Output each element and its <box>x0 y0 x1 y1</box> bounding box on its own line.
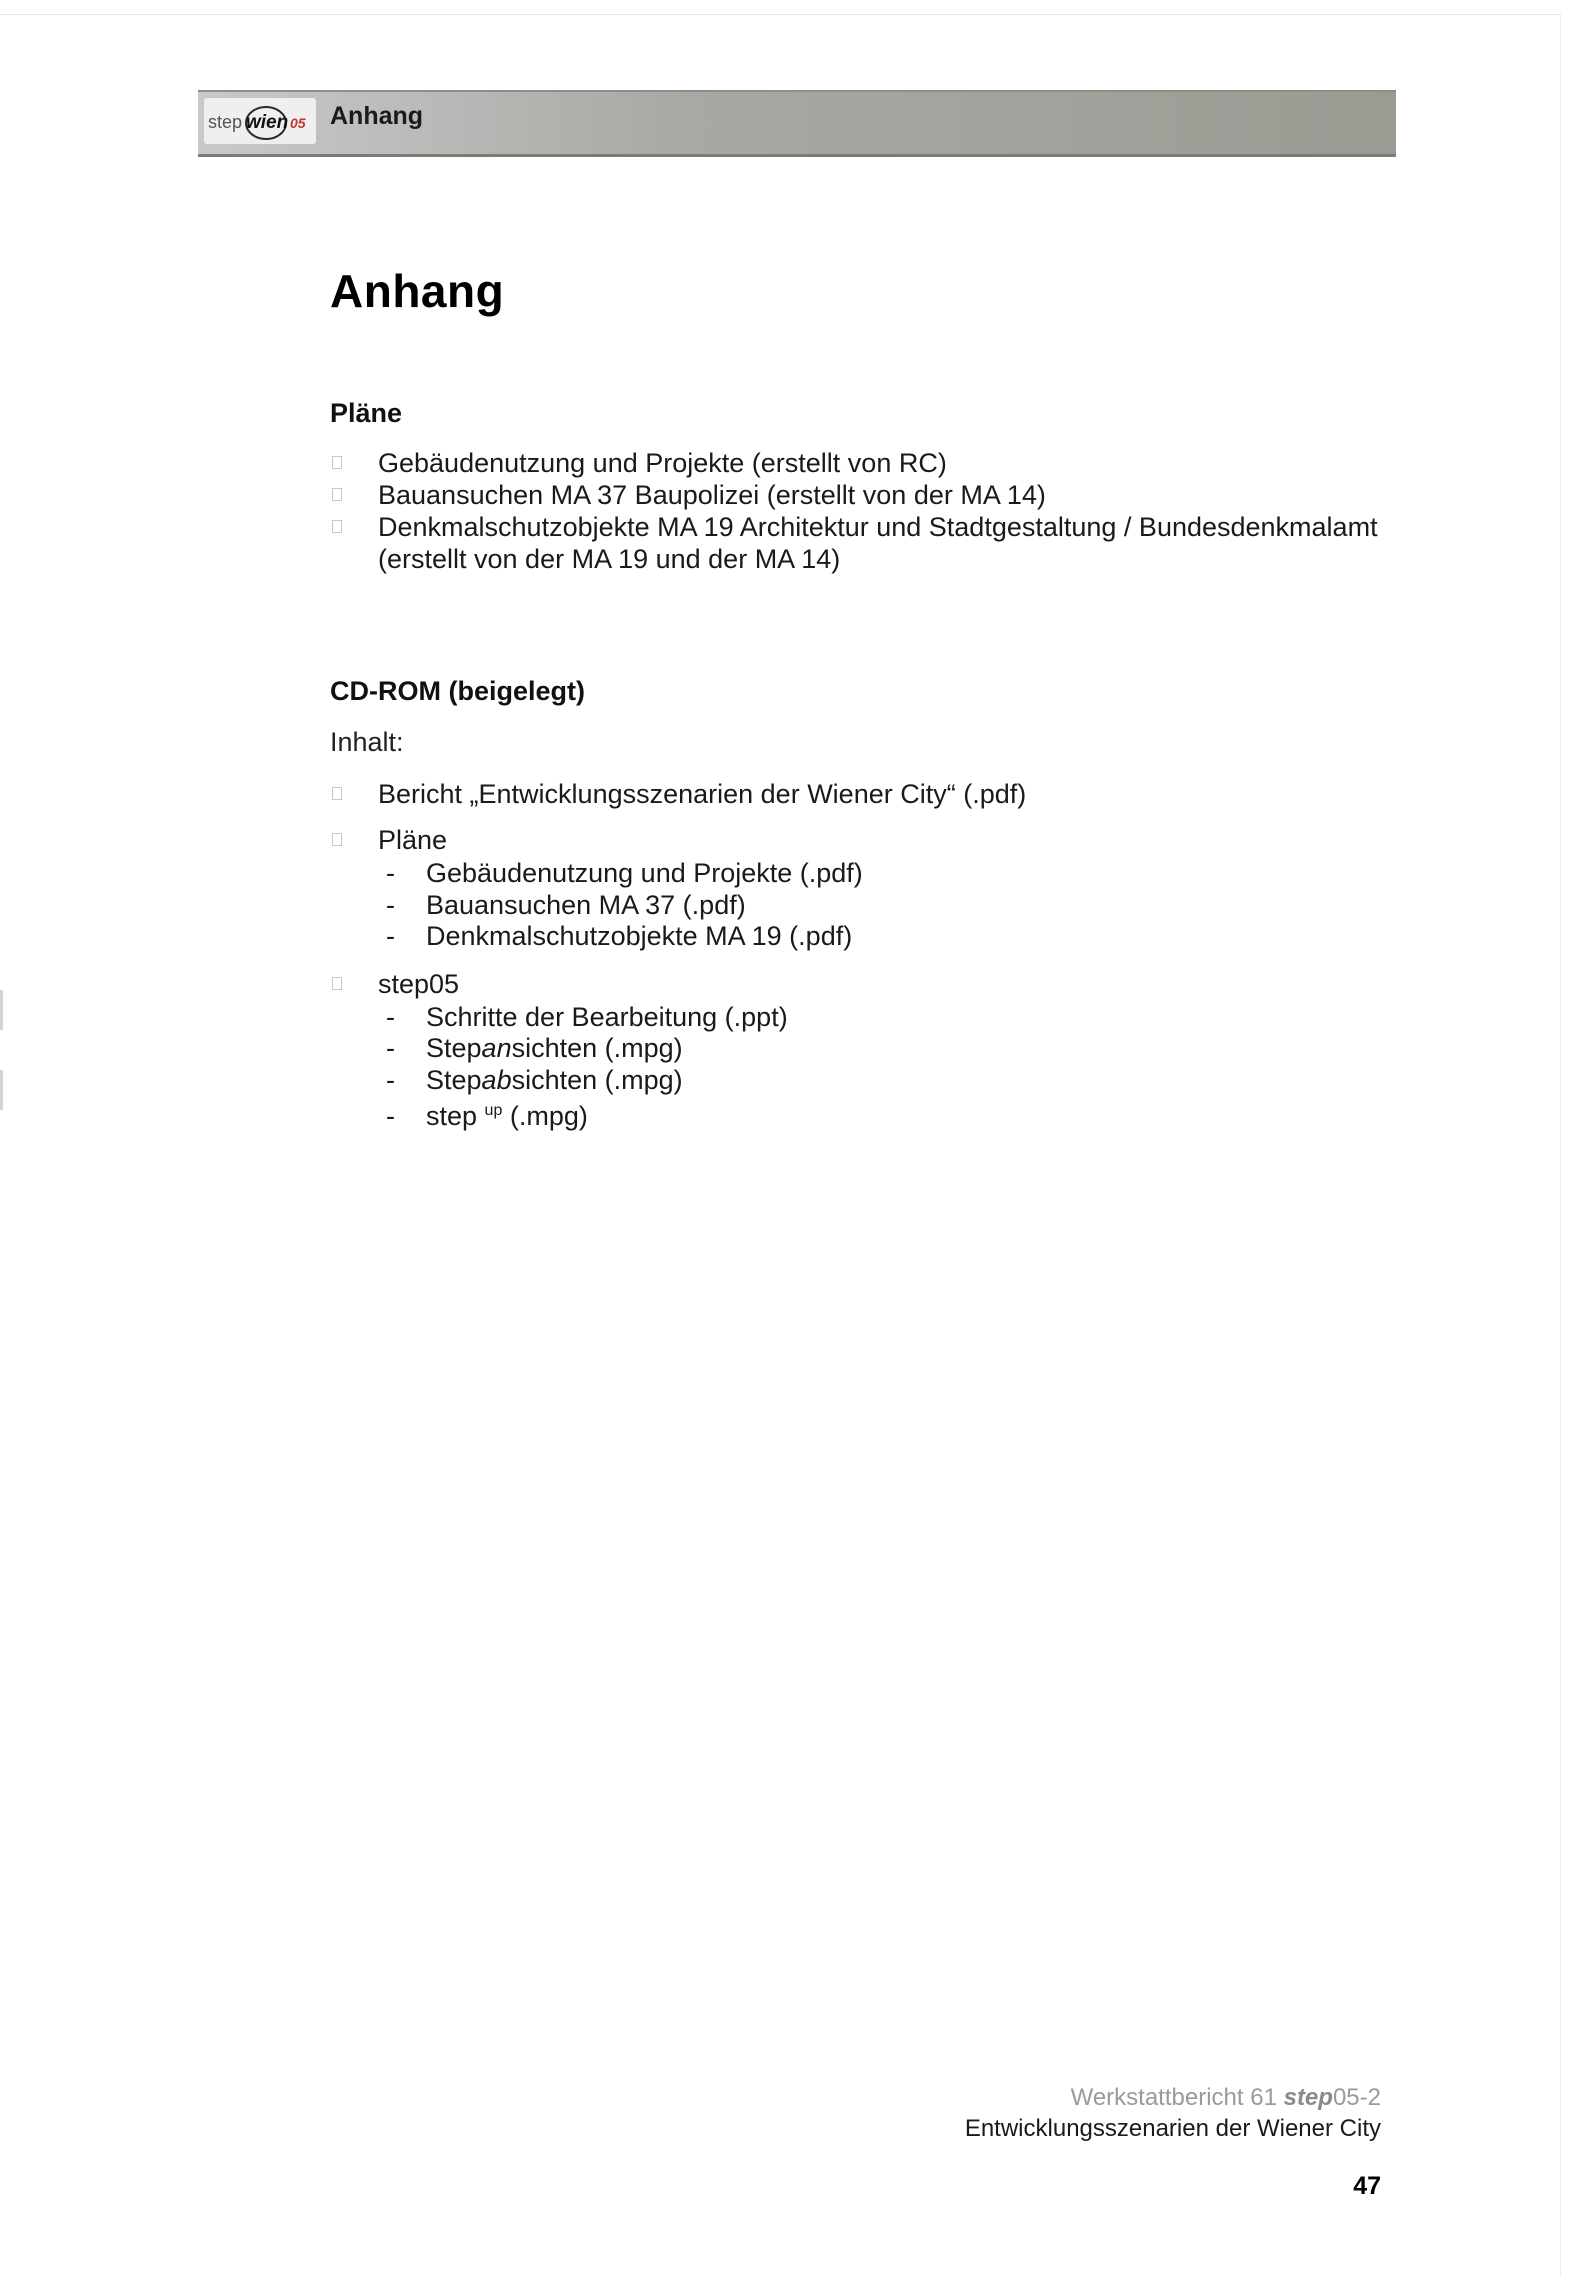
sub-list-item: - Denkmalschutzobjekte MA 19 (.pdf) <box>386 921 853 951</box>
scan-artifact <box>0 990 3 1030</box>
list-item-continuation: (erstellt von der MA 19 und der MA 14) <box>378 544 841 574</box>
plaene-heading: Pläne <box>330 398 403 428</box>
checkbox-bullet-icon <box>332 787 342 800</box>
checkbox-bullet-icon <box>332 456 342 469</box>
sub-list-item: - Bauansuchen MA 37 (.pdf) <box>386 890 746 920</box>
cdrom-group-step05: step05 <box>378 968 459 1000</box>
stepwien-logo <box>204 98 316 144</box>
sub-list-item: - Gebäudenutzung und Projekte (.pdf) <box>386 858 863 888</box>
page-title: Anhang <box>330 265 505 317</box>
footer-report: Werkstattbericht 61 step05-2 <box>1070 2084 1381 2111</box>
header-section-label: Anhang <box>330 102 424 130</box>
list-item: Bauansuchen MA 37 Baupolizei (erstellt von der MA 14) <box>378 479 1046 511</box>
svg-text:wien: wien <box>246 112 289 133</box>
cdrom-intro: Inhalt: <box>330 727 404 757</box>
cdrom-heading: CD-ROM (beigelegt) <box>330 676 585 706</box>
cdrom-group-plaene: Pläne <box>378 824 447 856</box>
page-number: 47 <box>1353 2172 1381 2200</box>
scan-artifact <box>0 1070 3 1110</box>
footer-subtitle: Entwicklungsszenarien der Wiener City <box>964 2115 1381 2142</box>
sub-list-item: - Stepansichten (.mpg) <box>386 1033 683 1063</box>
svg-text:step: step <box>208 112 243 132</box>
checkbox-bullet-icon <box>332 520 342 533</box>
cdrom-group-bericht: Bericht „Entwicklungsszenarien der Wiener City“ (.pdf) <box>378 778 1026 810</box>
list-item: Denkmalschutzobjekte MA 19 Architektur und Stadtgestaltung / Bundesdenkmalamt <box>378 511 1378 543</box>
svg-text:05: 05 <box>290 115 306 131</box>
checkbox-bullet-icon <box>332 833 342 846</box>
checkbox-bullet-icon <box>332 977 342 990</box>
sub-list-item: - step $^{up}$ (.mpg) <box>386 1101 588 1131</box>
list-item: Gebäudenutzung und Projekte (erstellt von RC) <box>378 447 947 479</box>
sub-list-item: - Stepabsichten (.mpg) <box>386 1065 683 1095</box>
page-edge <box>0 14 1561 2277</box>
checkbox-bullet-icon <box>332 488 342 501</box>
sub-list-item: - Schritte der Bearbeitung (.ppt) <box>386 1002 788 1032</box>
